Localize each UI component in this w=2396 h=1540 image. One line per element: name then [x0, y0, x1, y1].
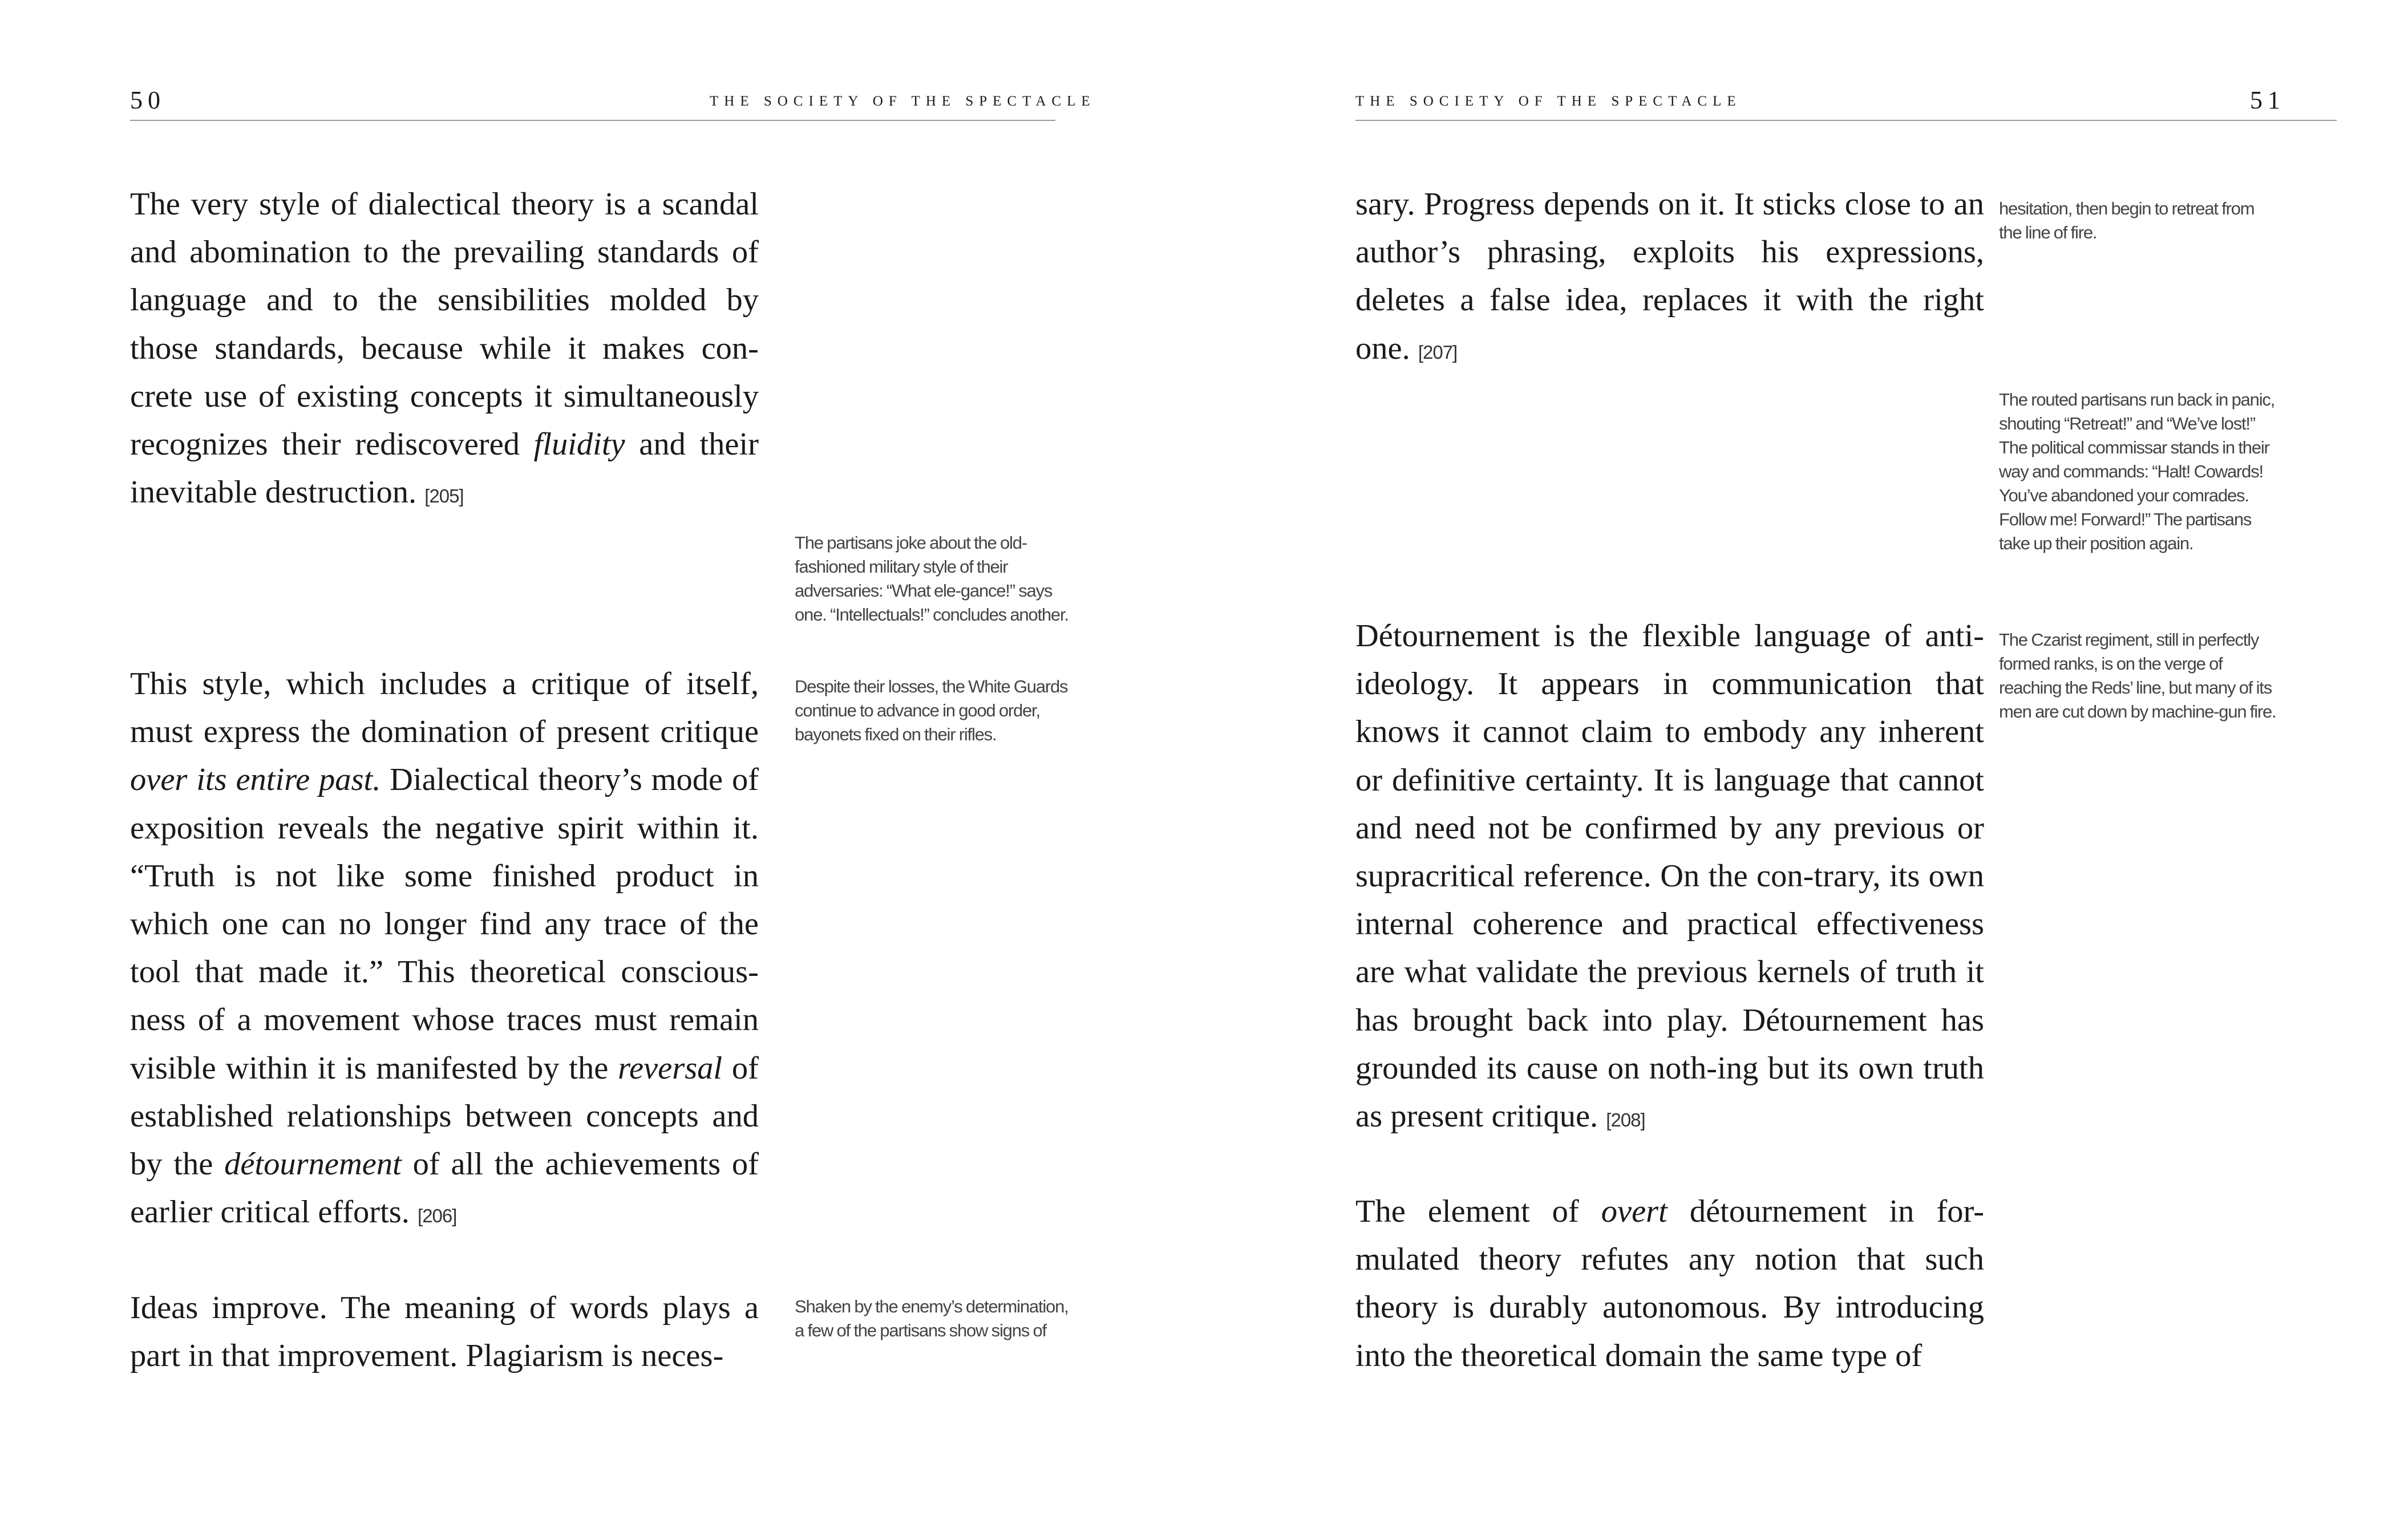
- paragraph-continued: [130, 1284, 759, 1380]
- margin-note: hesitation, then begin to retreat from the line of fire.: [1999, 198, 2255, 242]
- paragraph-205: [130, 180, 759, 520]
- page-number: 51: [2250, 86, 2285, 114]
- running-head: THE SOCIETY OF THE SPECTACLE: [1355, 94, 1742, 109]
- paragraph-206: [130, 660, 759, 1240]
- paragraph-text: This style, which includes a critique of itself, must express the domination of present critique over its entire past. Dialectical theory’s mode of exposition reveals the negative spirit within it. “Truth is not like some finished product in which one can no longer find any trace of the tool that made it.” This theoretical conscious-ness of a movement whose traces must remain visible within it is manifested by the reversal of established relationships between concepts and by the détournement of all the achievements of earlier critical efforts.: [130, 666, 759, 1230]
- right-page: [1198, 0, 2396, 1540]
- paragraph-continued: [1355, 1188, 1984, 1380]
- paragraph-number: [207]: [1418, 341, 1458, 363]
- paragraph-number: [205]: [424, 485, 464, 507]
- paragraph-text: sary. Progress depends on it. It sticks close to an author’s phrasing, exploits his expressions, deletes a false idea, replaces it with the right one.: [1355, 187, 1984, 366]
- header-rule: [1355, 120, 2337, 121]
- paragraph-number: [208]: [1606, 1109, 1645, 1131]
- paragraph-text: The very style of dialectical theory is a scandal and abomination to the prevailing standards of language and to the sensibilities molded by those standards, because while it makes con-crete use of existing concepts it simultaneously recognizes their rediscovered fluidity and their inevitable destruction.: [130, 187, 759, 510]
- running-head: THE SOCIETY OF THE SPECTACLE: [710, 94, 1096, 109]
- paragraph-number: [206]: [418, 1205, 457, 1227]
- paragraph-text: The element of overt détournement in for-mulated theory refutes any notion that such theory is durably autonomous. By introducing into the theoretical domain the same type of: [1355, 1194, 1985, 1373]
- margin-note: The routed partisans run back in panic, shouting “Retreat!” and “We’ve lost!” The political commissar stands in their way and commands: “Halt! Cowards! You’ve abandoned your comrades. Follow me! Forward!” The partisans take up their position again.: [1999, 390, 2275, 553]
- page-number: 50: [130, 86, 165, 114]
- header-rule: [130, 120, 1055, 121]
- margin-note: Despite their losses, the White Guards continue to advance in good order, bayonets fixed on their rifles.: [795, 676, 1068, 744]
- paragraph-text: Détournement is the flexible language of anti-ideology. It appears in communication that knows it cannot claim to embody any inherent or definitive certainty. It is language that cannot and need not be confirmed by any previous or supracritical reference. On the con-trary, its own internal coherence and practical effectiveness are what validate the previous kernels of truth it has brought back into play. Détournement has grounded its cause on noth-ing but its own truth as present critique.: [1355, 618, 1984, 1134]
- margin-note: Shaken by the enemy’s determination, a few of the partisans show signs of: [795, 1296, 1069, 1340]
- paragraph-207: [1355, 180, 1984, 376]
- margin-note: The partisans joke about the old-fashioned military style of their adversaries: “What ele-gance!” says one. “Intellectuals!” concludes another.: [795, 533, 1069, 625]
- margin-note: The Czarist regiment, still in perfectly formed ranks, is on the verge of reaching the Reds’ line, but many of its men are cut down by machine-gun fire.: [1999, 630, 2276, 722]
- paragraph-text: Ideas improve. The meaning of words plays a part in that improvement. Plagiarism is neces-: [130, 1290, 759, 1374]
- paragraph-208: [1355, 612, 1984, 1144]
